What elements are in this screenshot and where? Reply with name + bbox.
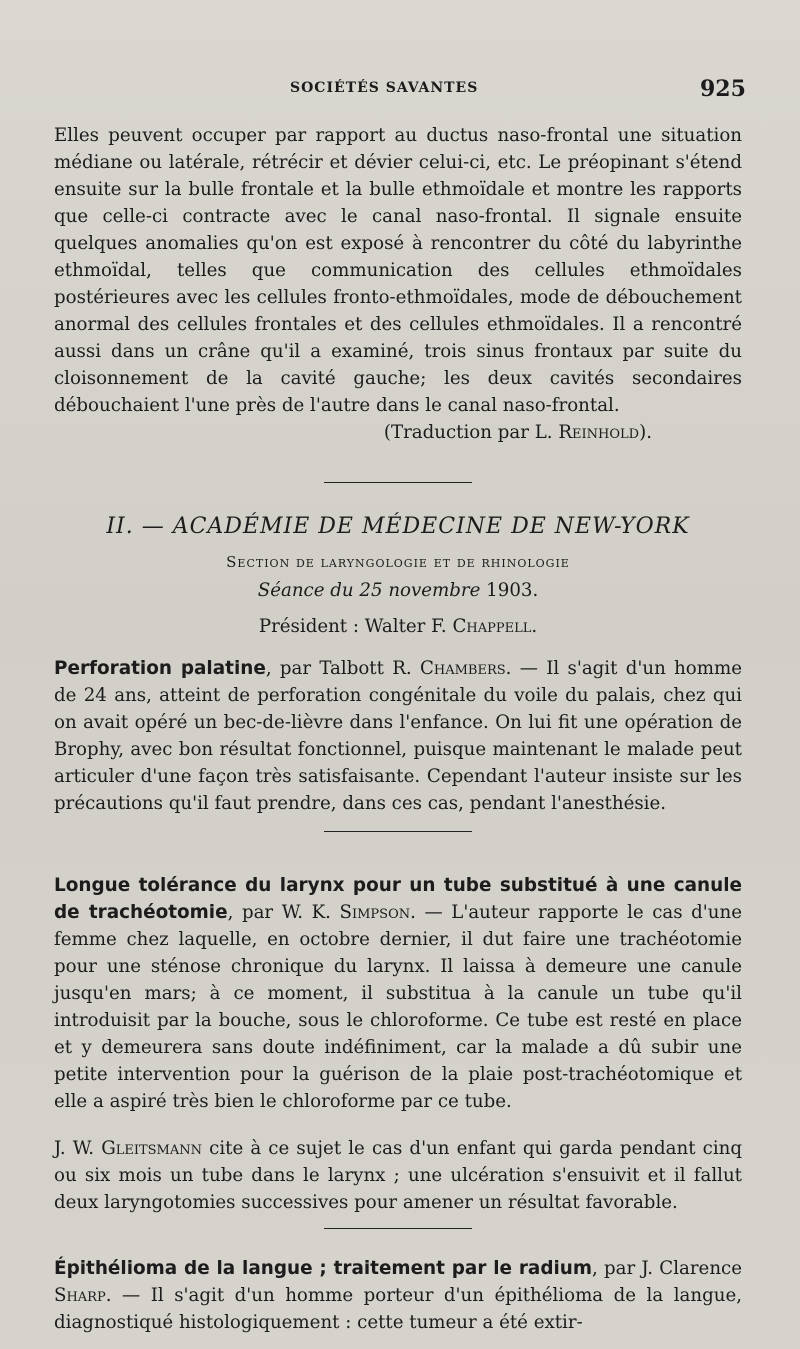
article-perforation	[54, 655, 742, 817]
comment-paragraph	[54, 1135, 742, 1216]
article-byline: , par J. Clarence	[592, 1258, 742, 1279]
article-title: Perforation palatine	[54, 658, 266, 679]
article-divider	[324, 831, 472, 832]
section-subtitle: Section de laryngologie et de rhinologie	[226, 553, 570, 571]
article-byline: , par Talbott R.	[265, 658, 420, 679]
seance-prefix: Séance du	[257, 580, 360, 601]
seance-line	[54, 575, 742, 607]
paragraph-gap	[54, 1115, 742, 1135]
article-author: Chambers.	[419, 658, 512, 679]
seance-year: 1903.	[480, 580, 539, 601]
article-title: Longue tolérance du larynx pour un tube substitué à une canule de trachéotomie	[54, 875, 742, 923]
comment-author: J. W. Gleitsmann	[54, 1138, 203, 1159]
president-line	[54, 607, 742, 647]
comment-text: cite à ce sujet le cas d'un enfant qui garda pendant cinq ou six mois un tube dans le larynx ; une ulcération s'ensuivit et il fallut deux laryngotomies successives pour amener un résultat favorable.	[54, 1138, 742, 1213]
article-text: — Il s'agit d'un homme porteur d'un épithélioma de la langue, diagnostiqué histologiquement : cette tumeur a été extir-	[54, 1285, 742, 1333]
attribution-name: Reinhold	[558, 422, 640, 443]
article-divider	[324, 1228, 472, 1229]
running-title: SOCIÉTÉS SAVANTES	[290, 80, 479, 96]
seance-date-wrap	[359, 580, 480, 601]
article-title: Épithélioma de la langue ; traitement par le radium	[54, 1258, 593, 1279]
page-number: 925	[700, 76, 746, 102]
section-title: II. — ACADÉMIE DE MÉDECINE DE NEW-YORK	[106, 514, 690, 539]
running-head	[0, 76, 800, 106]
article-text: — L'auteur rapporte le cas d'une femme chez laquelle, en octobre dernier, il dut faire une trachéotomie pour une sténose chronique du larynx. Il laissa à demeure une canule jusqu'en mars; à ce moment, il substitua à la canule un tube qu'il introduisit par la bouche, sous le chloroforme. Ce tube est resté en place et y demeurera sans doute indéfiniment, car la malade a dû subir une petite intervention pour la guérison de la plaie post-trachéotomique et elle a aspiré très bien le chloroforme par ce tube.	[54, 902, 742, 1112]
article-author: Simpson.	[339, 902, 416, 923]
article-epithelioma	[54, 1255, 742, 1336]
article-author: Sharp.	[54, 1285, 112, 1306]
president-label: Président : Walter F.	[258, 616, 453, 637]
president-name: Chappell.	[452, 616, 538, 637]
attribution-suffix: ).	[639, 422, 652, 443]
seance-date: 25 novembre	[359, 580, 481, 601]
article-byline: , par W. K.	[227, 902, 340, 923]
body-text	[54, 122, 742, 1336]
attribution-prefix: (Traduction par L.	[383, 422, 559, 443]
translation-attribution	[54, 419, 742, 446]
article-text: — Il s'agit d'un homme de 24 ans, atteint de perforation congénitale du voile du palais, chez qui on avait opéré un bec-de-lièvre dans l'enfance. On lui fit une opération de Brophy, avec bon résultat fonctionnel, puisque maintenant le malade peut articuler d'une façon très satisfaisante. Cependant l'auteur insiste sur les précautions qu'il faut prendre, dans ces cas, pendant l'anesthésie.	[54, 658, 742, 814]
section-divider	[324, 482, 472, 483]
carryover-paragraph: Elles peuvent occuper par rapport au ductus naso-frontal une situation médiane ou latérale, rétrécir et dévier celui-ci, etc. Le préopinant s'étend ensuite sur la bulle frontale et la bulle ethmoïdale et montre les rapports que celle-ci contracte avec le canal naso-frontal. Il signale ensuite quelques anomalies qu'on est exposé à rencontrer du côté du labyrinthe ethmoïdal, telles que communication des cellules ethmoïdales postérieures avec les cellules fronto-ethmoïdales, mode de débouchement anormal des cellules frontales et des cellules ethmoïdales. Il a rencontré aussi dans un crâne qu'il a examiné, trois sinus frontaux par suite du cloisonnement de la cavité gauche; les deux cavités secondaires débouchaient l'une près de l'autre dans le canal naso-frontal.	[54, 125, 742, 416]
article-larynx-tube	[54, 872, 742, 1115]
